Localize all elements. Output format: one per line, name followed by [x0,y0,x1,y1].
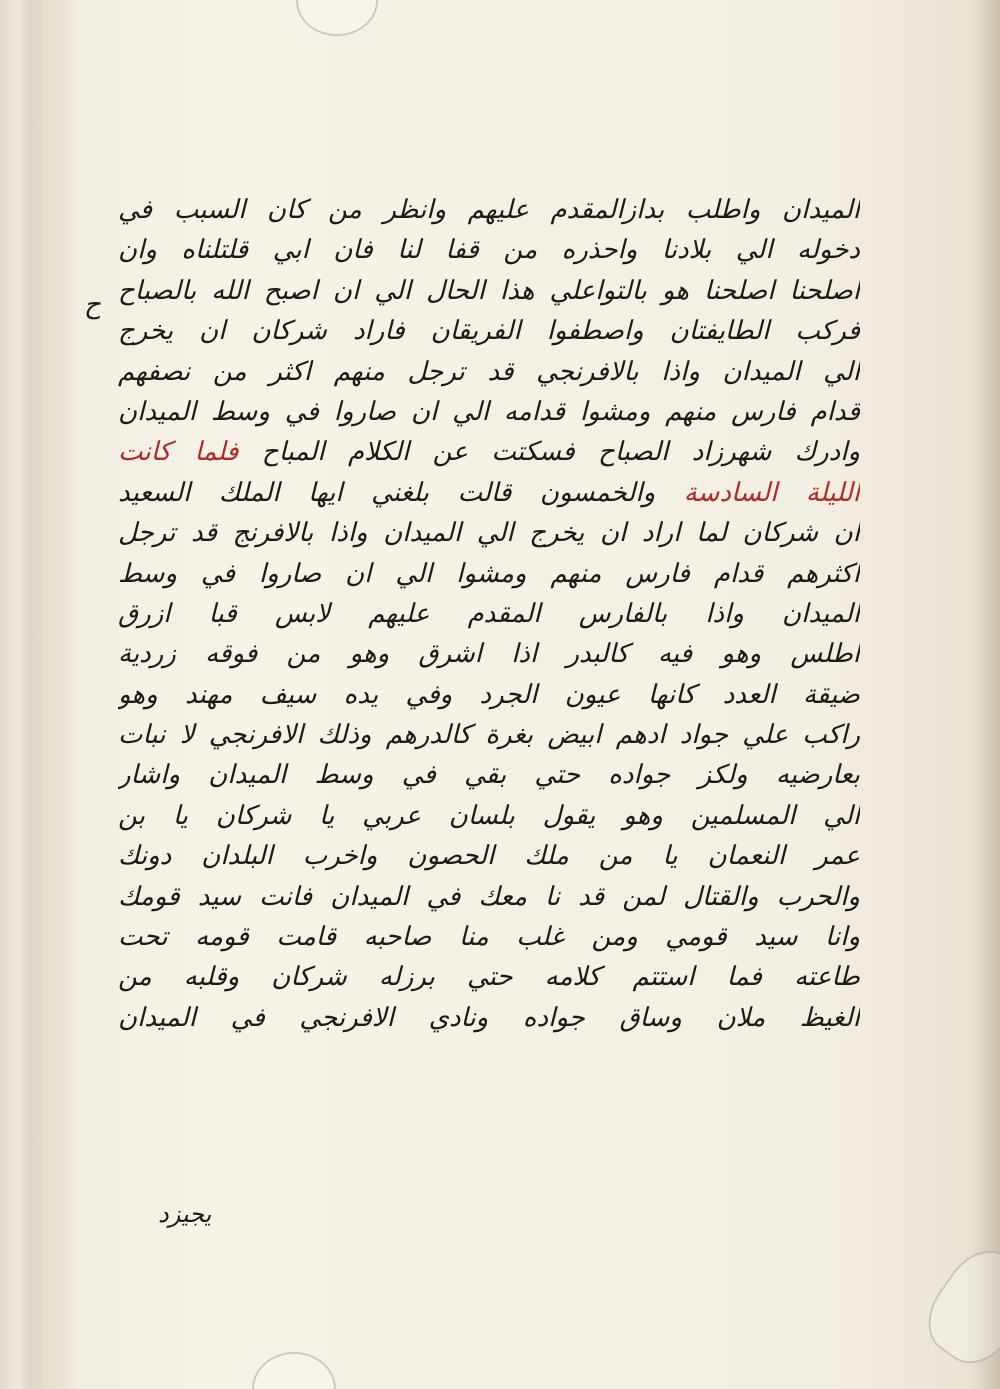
line-text: الغيظ ملان وساق جواده ونادي الافرنجي في الميدان [118,1002,860,1033]
text-line [118,352,860,392]
line-text: ان شركان لما اراد ان يخرج الي الميدان واذا بالافرنج قد ترجل [118,518,860,549]
line-text: اصلحنا اصلحنا هو بالتواعلي هذا الحال الي ان اصبح الله بالصباح [118,275,860,306]
text-line [118,755,860,795]
rubric-text: فلما كانت [118,437,239,468]
text-line [118,513,860,553]
line-text: فركب الطايفتان واصطفوا الفريقان فاراد شركان ان يخرج [118,316,860,347]
text-line [118,917,860,957]
text-line [118,230,860,270]
line-text: ضيقة العدد كانها عيون الجرد وفي يده سيف مهند وهو [118,679,860,710]
text-line [118,957,860,997]
line-text: اطلس وهو فيه كالبدر اذا اشرق وهو من فوقه زردية [118,639,860,670]
rubric-text: الليلة السادسة [683,477,860,508]
line-text: الميدان واذا بالفارس المقدم عليهم لابس قبا ازرق [118,598,860,629]
page-edge [974,0,1000,1389]
line-text: وانا سيد قومي ومن غلب منا صاحبه قامت قومه تحت [118,922,860,953]
line-text: بعارضيه ولكز جواده حتي بقي في وسط الميدان واشار [118,760,860,791]
text-line [118,634,860,674]
line-text: قدام فارس منهم ومشوا قدامه الي ان صاروا في وسط الميدان [118,396,860,427]
text-line [118,877,860,917]
manuscript-text [118,190,860,1038]
line-text: عمر النعمان يا من ملك الحصون واخرب البلدان دونك [118,841,860,872]
text-line [118,594,860,634]
line-text: والحرب والقتال لمن قد نا معك في الميدان فانت سيد قومك [118,881,860,912]
text-line [118,796,860,836]
line-text: الي الميدان واذا بالافرنجي قد ترجل منهم اكثر من نصفهم [118,356,860,387]
text-line [118,998,860,1038]
line-text: اكثرهم قدام فارس منهم ومشوا الي ان صاروا في وسط [118,558,860,589]
line-text: والخمسون قالت بلغني ايها الملك السعيد [118,477,684,508]
text-line [118,271,860,311]
page-gutter [20,0,42,1389]
line-text: وادرك شهرزاد الصباح فسكتت عن الكلام المباح [238,437,860,468]
text-line [118,392,860,432]
line-text: راكب علي جواد ادهم ابيض بغرة كالدرهم وذلك الافرنجي لا نبات [118,720,860,751]
margin-note: ح [84,290,101,320]
text-line [118,675,860,715]
text-line [118,715,860,755]
line-text: دخوله الي بلادنا واحذره من قفا لنا فان ابي قلتلناه وان [118,235,860,266]
text-line [118,554,860,594]
text-line [118,311,860,351]
text-line [118,473,860,513]
text-line [118,190,860,230]
text-line [118,836,860,876]
line-text: الميدان واطلب بدازالمقدم عليهم وانظر من كان السبب في [118,195,860,225]
line-text: الي المسلمين وهو يقول بلسان عربي يا شركان يا بن [118,800,860,831]
text-line [118,432,860,472]
catchword: يجيزد [158,1200,212,1228]
line-text: طاعته فما استتم كلامه حتي برزله شركان وقلبه من [118,962,860,993]
